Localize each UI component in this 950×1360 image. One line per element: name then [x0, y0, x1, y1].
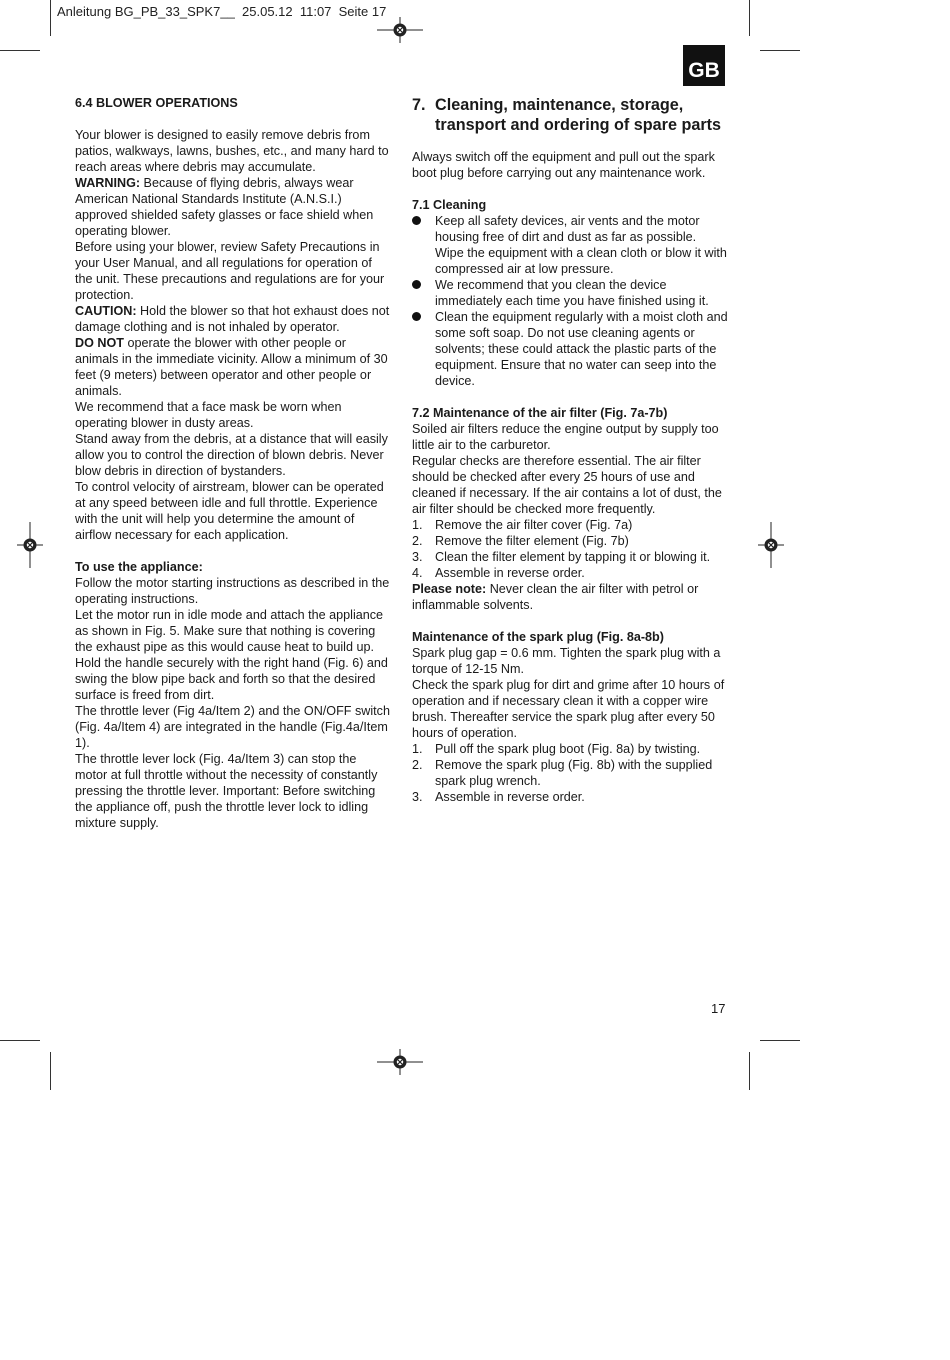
crop-mark [0, 1040, 40, 1041]
list-item [412, 309, 728, 389]
left-column [75, 95, 391, 831]
step-number: 4. [412, 566, 423, 580]
paragraph: Spark plug gap = 0.6 mm. Tighten the spark plug with a torque of 12-15 Nm. [412, 646, 721, 676]
paragraph: Your blower is designed to easily remove debris from patios, walkways, lawns, bushes, etc., and many hard to reach areas where debris may accumulate. [75, 128, 389, 174]
list-item [412, 277, 728, 309]
step-text: Assemble in reverse order. [435, 790, 585, 804]
list-item [412, 549, 728, 565]
warning-paragraph [75, 175, 391, 239]
step-text: Remove the spark plug (Fig. 8b) with the supplied spark plug wrench. [435, 758, 713, 788]
note-paragraph [412, 581, 728, 613]
subheading: To use the appliance: [75, 560, 203, 574]
caution-text: Hold the blower so that hot exhaust does not damage clothing and is not inhaled by operator. [75, 304, 390, 334]
cleaning-list [412, 213, 728, 389]
chapter-heading [412, 95, 728, 135]
paragraph: Follow the motor starting instructions as described in the operating instructions. [75, 576, 390, 606]
paragraph: We recommend that a face mask be worn when operating blower in dusty areas. [75, 400, 342, 430]
registration-mark-top [377, 17, 423, 43]
chapter-title: Cleaning, maintenance, storage, transport and ordering of spare parts [435, 96, 722, 134]
step-number: 1. [412, 742, 423, 756]
registration-mark-left [17, 522, 43, 568]
warning-text: Because of flying debris, always wear American National Standards Institute (A.N.S.I.) approved shielded safety glasses or face shield when operating blower. [75, 176, 374, 238]
list-item [412, 789, 728, 805]
language-badge: GB [683, 45, 725, 86]
crop-mark [760, 50, 800, 51]
subheading: Maintenance of the spark plug (Fig. 8a-8b) [412, 630, 664, 644]
step-number: 2. [412, 534, 423, 548]
step-text: Remove the air filter cover (Fig. 7a) [435, 518, 633, 532]
subheading: 7.1 Cleaning [412, 198, 487, 212]
right-column [412, 95, 728, 805]
list-item [412, 533, 728, 549]
registration-mark-right [758, 522, 784, 568]
list-item-text: We recommend that you clean the device immediately each time you have finished using it. [435, 278, 709, 308]
paragraph: Always switch off the equipment and pull out the spark boot plug before carrying out any maintenance work. [412, 150, 715, 180]
crop-mark [749, 0, 750, 36]
crop-mark [760, 1040, 800, 1041]
bullet-icon [412, 216, 421, 225]
paragraph: Check the spark plug for dirt and grime after 10 hours of operation and if necessary clean it with a copper wire brush. Thereafter service the spark plug after every 50 hours of operation. [412, 678, 725, 740]
registration-mark-bottom [377, 1049, 423, 1075]
note-label: Please note: [412, 582, 487, 596]
crop-mark [50, 0, 51, 36]
bullet-icon [412, 312, 421, 321]
list-item-text: Clean the equipment regularly with a moist cloth and some soft soap. Do not use cleaning agents or solvents; these could attack the plastic parts of the equipment. Ensure that no water can seep into the device. [435, 310, 728, 388]
paragraph: Before using your blower, review Safety Precautions in your User Manual, and all regulations for operation of the unit. These precautions and regulations are for your protection. [75, 240, 385, 302]
step-number: 1. [412, 518, 423, 532]
crop-mark [749, 1052, 750, 1090]
paragraph: Hold the handle securely with the right hand (Fig. 6) and swing the blow pipe back and forth so that the desired surface is freed from dirt. [75, 656, 388, 702]
chapter-number: 7. [412, 96, 426, 114]
print-info: Anleitung BG_PB_33_SPK7__ 25.05.12 11:07 Seite 17 [57, 4, 387, 19]
bullet-icon [412, 280, 421, 289]
paragraph: The throttle lever lock (Fig. 4a/Item 3) can stop the motor at full throttle without the necessity of constantly pressing the throttle lever. Important: Before switching the appliance off, push the throttle lever lock to idling mixture supply. [75, 752, 378, 830]
step-text: Clean the filter element by tapping it or blowing it. [435, 550, 711, 564]
caution-label: CAUTION: [75, 304, 137, 318]
step-text: Assemble in reverse order. [435, 566, 585, 580]
list-item [412, 565, 728, 581]
paragraph: Soiled air filters reduce the engine output by supply too little air to the carburetor. [412, 422, 719, 452]
step-text: Remove the filter element (Fig. 7b) [435, 534, 629, 548]
donot-text: operate the blower with other people or animals in the immediate vicinity. Allow a minimum of 30 feet (9 meters) between operator and other people or animals. [75, 336, 388, 398]
step-number: 3. [412, 790, 423, 804]
note-text: Never clean the air filter with petrol or inflammable solvents. [412, 582, 699, 612]
crop-mark [0, 50, 40, 51]
step-number: 3. [412, 550, 423, 564]
paragraph: To control velocity of airstream, blower can be operated at any speed between idle and full throttle. Experience with the unit will help you determine the amount of airflow necessary for each application. [75, 480, 384, 542]
list-item [412, 757, 728, 789]
page-number: 17 [711, 1001, 726, 1016]
paragraph: Regular checks are therefore essential. The air filter should be checked after every 25 hours of use and cleaned if necessary. If the air contains a lot of dust, the air filter should be checked more frequently. [412, 454, 722, 516]
plug-steps [412, 741, 728, 805]
paragraph: Stand away from the debris, at a distance that will easily allow you to control the direction of blown debris. Never blow debris in direction of bystanders. [75, 432, 388, 478]
section-heading: 6.4 BLOWER OPERATIONS [75, 96, 238, 110]
list-item [412, 517, 728, 533]
filter-steps [412, 517, 728, 581]
caution-paragraph [75, 303, 391, 335]
donot-label: DO NOT [75, 336, 124, 350]
paragraph: The throttle lever (Fig 4a/Item 2) and the ON/OFF switch (Fig. 4a/Item 4) are integrated in the handle (Fig.4a/Item 1). [75, 704, 390, 750]
warning-label: WARNING: [75, 176, 141, 190]
donot-paragraph [75, 335, 391, 399]
step-text: Pull off the spark plug boot (Fig. 8a) by twisting. [435, 742, 701, 756]
step-number: 2. [412, 758, 423, 772]
list-item-text: Keep all safety devices, air vents and the motor housing free of dirt and dust as far as possible. Wipe the equipment with a clean cloth or blow it with compressed air at low pressure. [435, 214, 727, 276]
paragraph: Let the motor run in idle mode and attach the appliance as shown in Fig. 5. Make sure that nothing is covering the exhaust pipe as this would cause heat to build up. [75, 608, 384, 654]
subheading: 7.2 Maintenance of the air filter (Fig. 7a-7b) [412, 406, 668, 420]
list-item [412, 213, 728, 277]
crop-mark [50, 1052, 51, 1090]
list-item [412, 741, 728, 757]
